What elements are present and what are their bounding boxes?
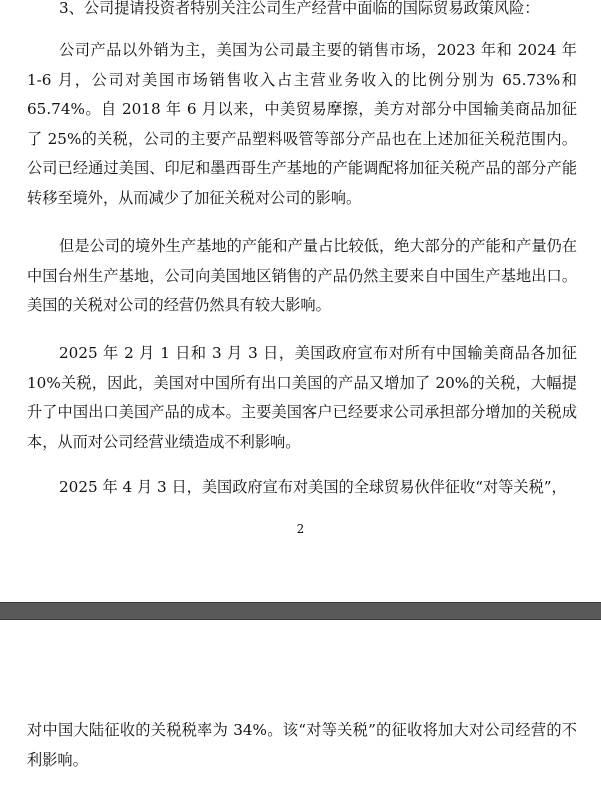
paragraph-4: 2025 年 4 月 3 日，美国政府宣布对美国的全球贸易伙伴征收“对等关税”， bbox=[59, 478, 567, 496]
page-number: 2 bbox=[296, 522, 305, 536]
section-heading: 3、公司提请投资者特别关注公司生产经营中面临的国际贸易政策风险： bbox=[59, 0, 540, 17]
paragraph-2: 但是公司的境外生产基地的产能和产量占比较低，绝大部分的产能和产量仍在中国台州生产基地，公司向美国地区销售的产品仍然主要来自中国生产基地出口。美国的关税对公司的经营仍然具有较大影响。 bbox=[27, 237, 577, 314]
paragraph-1: 公司产品以外销为主，美国为公司最主要的销售市场，2023 年和 2024 年 1-6 月，公司对美国市场销售收入占主营业务收入的比例分别为 65.73%和 65.74%。自 2018 年 6 月以来，中美贸易摩擦，美方对部分中国输美商品加征了 25%的关税，公司的主要产品塑料吸管等部分产品也在上述加征关税范围内。公司已经通过美国、印尼和墨西哥生产基地的产能调配将加征关税产品的部分产能转移至境外，从而减少了加征关税对公司的影响。 bbox=[27, 41, 577, 207]
page-divider bbox=[0, 602, 601, 620]
paragraph-5: 对中国大陆征收的关税税率为 34%。该“对等关税”的征收将加大对公司经营的不利影响。 bbox=[27, 721, 577, 769]
paragraph-3: 2025 年 2 月 1 日和 3 月 3 日，美国政府宣布对所有中国输美商品各加征 10%关税，因此，美国对中国所有出口美国的产品又增加了 20%的关税，大幅提升了中国出口美国产品的成本。主要美国客户已经要求公司承担部分增加的关税成本，从而对公司经营业绩造成不利影响。 bbox=[27, 344, 577, 451]
document-page-2 bbox=[0, 620, 601, 788]
